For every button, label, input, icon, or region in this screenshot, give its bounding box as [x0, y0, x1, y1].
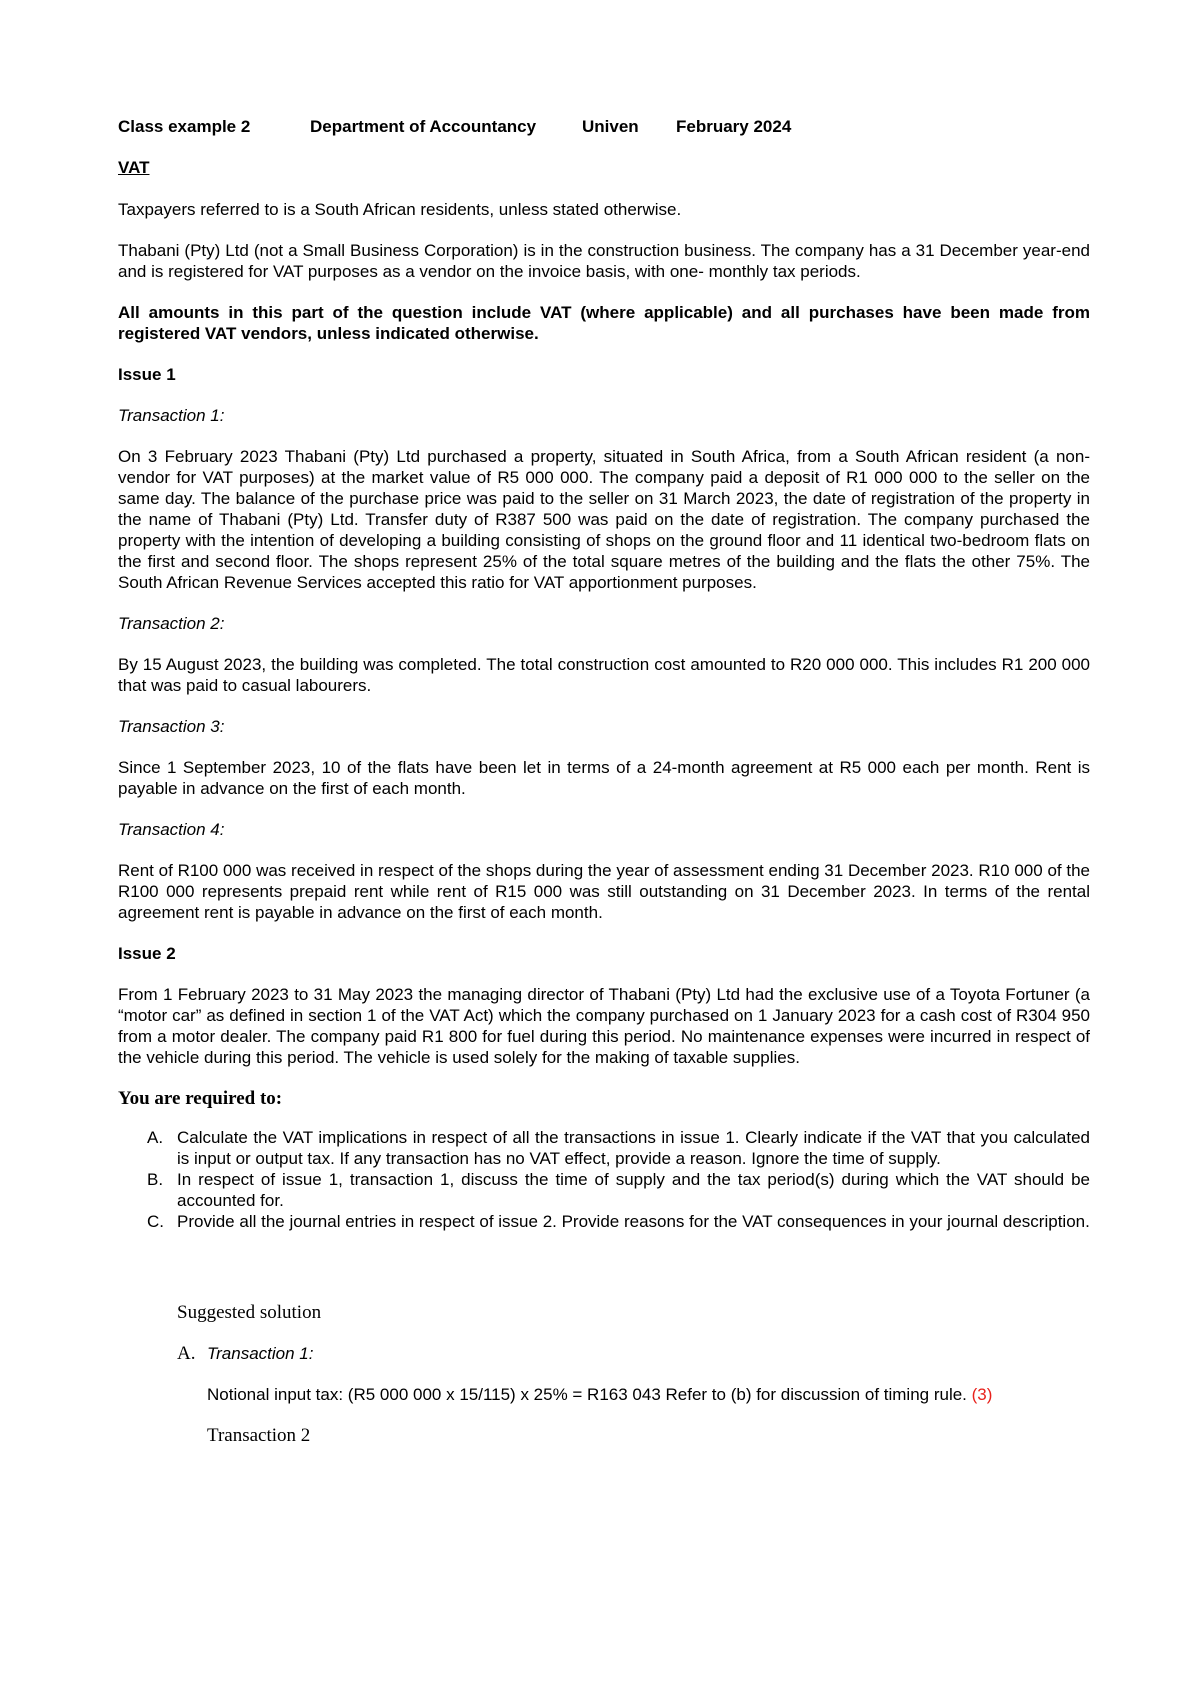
required-item-text: Provide all the journal entries in respect of issue 2. Provide reasons for the VAT consequences in your journal description.	[177, 1212, 1090, 1231]
transaction-text: On 3 February 2023 Thabani (Pty) Ltd purchased a property, situated in South Africa, from a South African resident (a non-vendor for VAT purposes) at the market value of R5 000 000. The company paid a deposit of R1 000 000 to the seller on the same day. The balance of the purchase price was paid to the seller on 31 March 2023, the date of registration of the property in the name of Thabani (Pty) Ltd. Transfer duty of R387 500 was paid on the date of registration. The company purchased the property with the intention of developing a building consisting of shops on the ground floor and 11 identical two-bedroom flats on the first and second floor. The shops represent 25% of the total square metres of the building and the flats the other 75%. The South African Revenue Services accepted this ratio for VAT apportionment purposes.	[118, 447, 1090, 592]
suggested-solution	[177, 1302, 1090, 1446]
required-item-text: Calculate the VAT implications in respect of all the transactions in issue 1. Clearly indicate if the VAT that you calculated is input or output tax. If any transaction has no VAT effect, provide a reason. Ignore the time of supply.	[177, 1128, 1090, 1168]
solution-transaction2-label: Transaction 2	[207, 1425, 311, 1446]
transaction-text: Rent of R100 000 was received in respect of the shops during the year of assessment ending 31 December 2023. R10 000 of the R100 000 represents prepaid rent while rent of R15 000 was still outstanding on 31 December 2023. In terms of the rental agreement rent is payable in advance on the first of each month.	[118, 861, 1090, 922]
class-example-label: Class example 2	[118, 117, 251, 136]
required-item-marker: A.	[147, 1128, 164, 1147]
issue2-heading: Issue 2	[118, 944, 176, 963]
transaction-label: Transaction 4:	[118, 820, 225, 839]
marks-allocation: (3)	[971, 1385, 993, 1404]
required-item-marker: C.	[147, 1212, 164, 1231]
document-title: VAT	[118, 158, 150, 177]
required-item-marker: B.	[147, 1170, 164, 1189]
solution-transaction1-calc	[207, 1384, 1090, 1405]
required-item	[147, 1127, 1090, 1169]
transaction-label: Transaction 2:	[118, 614, 225, 633]
transaction-label: Transaction 3:	[118, 717, 225, 736]
institution-label: Univen	[582, 117, 639, 136]
solution-section-letter: A.	[177, 1343, 196, 1364]
required-heading: You are required to:	[118, 1088, 283, 1109]
required-item	[147, 1211, 1090, 1232]
company-description: Thabani (Pty) Ltd (not a Small Business Corporation) is in the construction business. The company has a 31 December year-end and is registered for VAT purposes as a vendor on the invoice basis, with one- monthly tax periods.	[118, 241, 1090, 281]
solution-heading: Suggested solution	[177, 1302, 322, 1323]
document-header	[118, 116, 1090, 137]
document-page	[118, 116, 1090, 1446]
date-label: February 2024	[676, 117, 792, 136]
amounts-note: All amounts in this part of the question include VAT (where applicable) and all purchases have been made from registered VAT vendors, unless indicated otherwise.	[118, 303, 1090, 343]
residents-note: Taxpayers referred to is a South African residents, unless stated otherwise.	[118, 200, 682, 219]
transaction-text: Since 1 September 2023, 10 of the flats have been let in terms of a 24-month agreement at R5 000 each per month. Rent is payable in advance on the first of each month.	[118, 758, 1090, 798]
required-item-text: In respect of issue 1, transaction 1, discuss the time of supply and the tax period(s) during which the VAT should be accounted for.	[177, 1170, 1090, 1210]
calc-text: Notional input tax: (R5 000 000 x 15/115) x 25% = R163 043 Refer to (b) for discussion of timing rule.	[207, 1385, 967, 1404]
solution-transaction1-label: Transaction 1:	[207, 1344, 314, 1363]
transaction-text: By 15 August 2023, the building was completed. The total construction cost amounted to R20 000 000. This includes R1 200 000 that was paid to casual labourers.	[118, 655, 1090, 695]
department-label: Department of Accountancy	[310, 117, 537, 136]
solution-section-a	[177, 1343, 1090, 1364]
required-item	[147, 1169, 1090, 1211]
required-list	[118, 1127, 1090, 1232]
issue2-text: From 1 February 2023 to 31 May 2023 the managing director of Thabani (Pty) Ltd had the exclusive use of a Toyota Fortuner (a “motor car” as defined in section 1 of the VAT Act) which the company purchased on 1 January 2023 for a cash cost of R304 950 from a motor dealer. The company paid R1 800 for fuel during this period. No maintenance expenses were incurred in respect of the vehicle during this period. The vehicle is used solely for the making of taxable supplies.	[118, 985, 1090, 1067]
issue1-heading: Issue 1	[118, 365, 176, 384]
transaction-label: Transaction 1:	[118, 406, 225, 425]
